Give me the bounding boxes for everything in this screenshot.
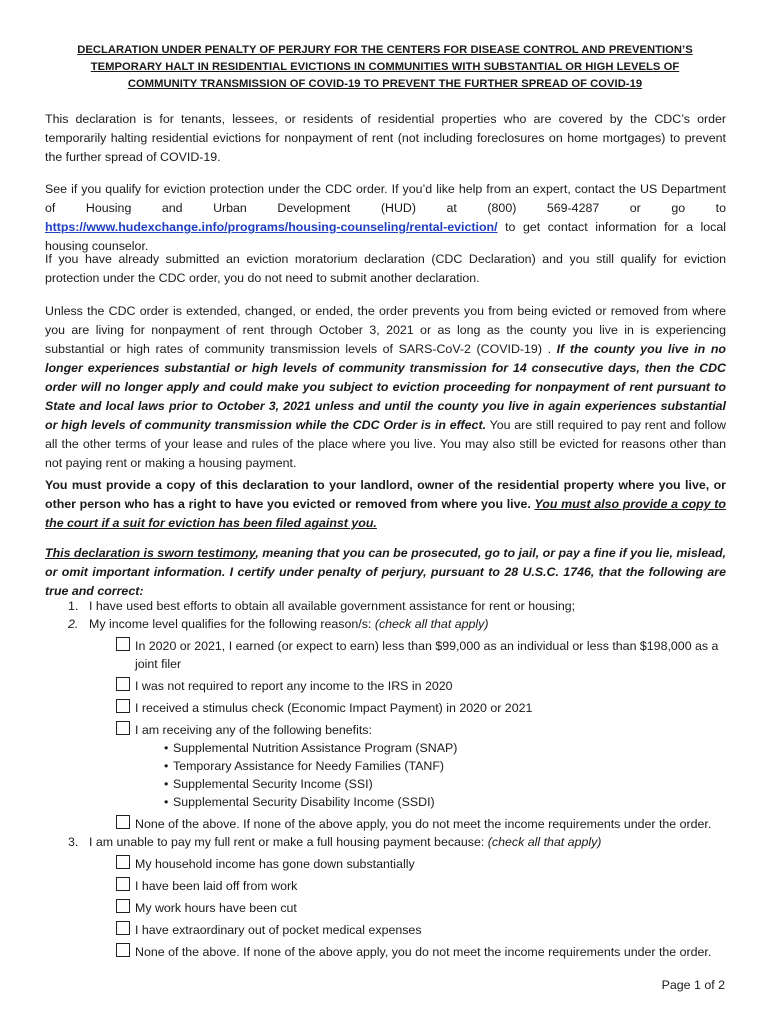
option-benefits: I am receiving any of the following benefits: bbox=[135, 723, 372, 737]
item-1-text: I have used best efforts to obtain all available government assistance for rent or housing; bbox=[89, 599, 576, 613]
copy-court-text: You must also provide a copy to the court if a suit for eviction has been filed against you. bbox=[45, 497, 726, 530]
document-title bbox=[60, 42, 710, 93]
item-1-number: 1. bbox=[68, 599, 79, 613]
benefit-tanf: • Temporary Assistance for Needy Families (TANF) bbox=[173, 757, 444, 775]
option-stimulus-check: I received a stimulus check (Economic Impact Payment) in 2020 or 2021 bbox=[135, 701, 533, 715]
checkbox-stimulus-check[interactable] bbox=[116, 699, 130, 713]
order-paragraph bbox=[45, 302, 726, 473]
benefit-snap: • Supplemental Nutrition Assistance Program (SNAP) bbox=[173, 739, 457, 757]
hud-text-after: to get contact information for a local housing counselor. bbox=[45, 220, 726, 253]
order-text: Unless the CDC order is extended, changed, or ended, the order prevents you from being evicted or removed from where you are living for nonpayment of rent through October 3, 2021 or as long as the county you live in is experiencing substantial or high rates of community transmission levels of SARS-CoV-2 (COVID-19) . bbox=[45, 304, 726, 356]
option-hours-cut: My work hours have been cut bbox=[135, 901, 297, 915]
title-line-2: TEMPORARY HALT IN RESIDENTIAL EVICTIONS IN COMMUNITIES WITH SUBSTANTIAL OR HIGH LEVELS OF bbox=[90, 61, 680, 73]
item-3-note: (check all that apply) bbox=[487, 835, 602, 849]
item-2-label: My income level qualifies for the following reason/s: bbox=[89, 617, 375, 631]
checkbox-no-irs-report[interactable] bbox=[116, 677, 130, 691]
item-3-label: I am unable to pay my full rent or make a full housing payment because: bbox=[89, 835, 488, 849]
intro-paragraph: This declaration is for tenants, lessees, or residents of residential properties who are covered by the CDC’s order temporarily halting residential evictions for nonpayment of rent (not including foreclosures on home mortgages) to prevent the further spread of COVID-19. bbox=[45, 112, 726, 164]
hud-text: See if you qualify for eviction protection under the CDC order. If you’d like help from an expert, contact the US Department of Housing and Urban Development (HUD) at (800) 569-4287 or go to bbox=[45, 182, 726, 215]
sworn-paragraph bbox=[45, 544, 726, 601]
option-hardship-none: None of the above. If none of the above apply, you do not meet the income requirements under the order. bbox=[135, 945, 712, 959]
checkbox-medical-expenses[interactable] bbox=[116, 921, 130, 935]
copy-text: You must provide a copy of this declaration to your landlord, owner of the residential property where you live, or other person who has a right to have you evicted or removed from where you live. bbox=[45, 478, 726, 511]
checkbox-laid-off[interactable] bbox=[116, 877, 130, 891]
order-bold-text: If the county you live in no longer experiences substantial or high levels of community transmission for 14 consecutive days, then the CDC order will no longer apply and could make you subject to eviction proceeding for nonpayment of rent pursuant to State and local laws prior to October 3, 2021 unless and until the county you live in again experiences substantial or high levels of community transmission while the CDC Order is in effect. bbox=[45, 342, 726, 432]
option-no-irs-report: I was not required to report any income to the IRS in 2020 bbox=[135, 679, 453, 693]
option-income-limit: In 2020 or 2021, I earned (or expect to earn) less than $99,000 as an individual or less than $198,000 as a joint filer bbox=[135, 639, 719, 671]
checkbox-income-down[interactable] bbox=[116, 855, 130, 869]
checkbox-hours-cut[interactable] bbox=[116, 899, 130, 913]
item-2-text bbox=[89, 615, 488, 633]
hud-link[interactable]: https://www.hudexchange.info/programs/housing-counseling/rental-eviction/ bbox=[45, 220, 498, 234]
hud-paragraph bbox=[45, 180, 726, 256]
prior-declaration-paragraph: If you have already submitted an eviction moratorium declaration (CDC Declaration) and you still qualify for eviction protection under the CDC order, you do not need to submit another declaration. bbox=[45, 252, 726, 285]
item-2-note: (check all that apply) bbox=[374, 617, 489, 631]
item-3-text bbox=[89, 833, 601, 851]
title-line-3: COMMUNITY TRANSMISSION OF COVID-19 TO PREVENT THE FURTHER SPREAD OF COVID-19 bbox=[127, 78, 643, 90]
option-medical-expenses: I have extraordinary out of pocket medical expenses bbox=[135, 923, 422, 937]
option-income-down: My household income has gone down substantially bbox=[135, 857, 415, 871]
checkbox-income-none[interactable] bbox=[116, 815, 130, 829]
option-laid-off: I have been laid off from work bbox=[135, 879, 298, 893]
certification-list bbox=[45, 597, 726, 977]
option-income-none: None of the above. If none of the above apply, you do not meet the income requirements under the order. bbox=[135, 817, 712, 831]
benefit-ssdi: • Supplemental Security Disability Income (SSDI) bbox=[173, 793, 435, 811]
checkbox-hardship-none[interactable] bbox=[116, 943, 130, 957]
sworn-text: , meaning that you can be prosecuted, go to jail, or pay a fine if you lie, mislead, or omit important information. I certify under penalty of perjury, pursuant to 28 U.S.C. 1746, that the following are true and correct: bbox=[45, 546, 726, 598]
copy-paragraph bbox=[45, 476, 726, 533]
checkbox-income-limit[interactable] bbox=[116, 637, 130, 651]
item-2-number: 2. bbox=[68, 617, 79, 631]
checkbox-benefits[interactable] bbox=[116, 721, 130, 735]
page-number: Page 1 of 2 bbox=[661, 978, 725, 992]
order-text-after: You are still required to pay rent and follow all the other terms of your lease and rules of the place where you live. You may also still be evicted for reasons other than not paying rent or making a housing payment. bbox=[45, 418, 726, 470]
sworn-underlined: This declaration is sworn testimony bbox=[45, 546, 256, 560]
item-3-number: 3. bbox=[68, 835, 79, 849]
title-line-1: DECLARATION UNDER PENALTY OF PERJURY FOR THE CENTERS FOR DISEASE CONTROL AND PREVENTION’S bbox=[77, 44, 693, 56]
benefit-ssi: • Supplemental Security Income (SSI) bbox=[173, 775, 373, 793]
